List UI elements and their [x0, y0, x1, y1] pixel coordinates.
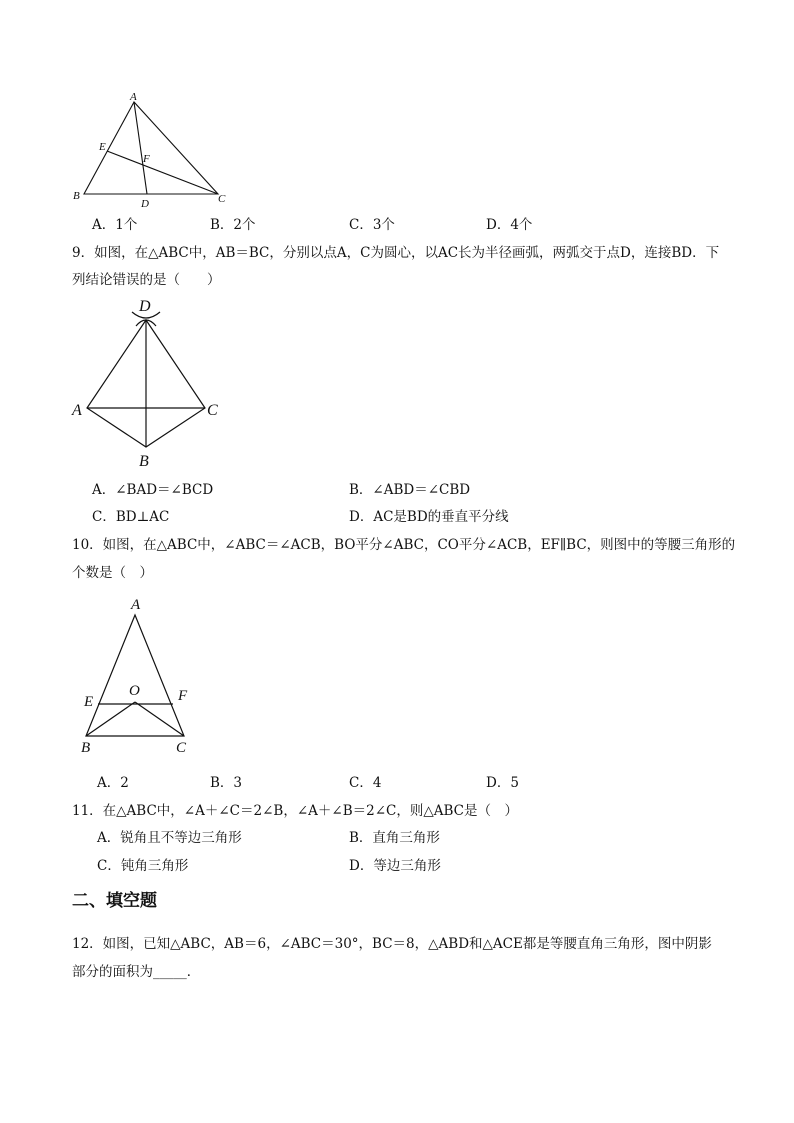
q12-stem-line2: 部分的面积为_____．	[72, 964, 201, 980]
q11-option-a: A．锐角且不等边三角形	[97, 830, 242, 846]
q10-option-a: A．2	[97, 775, 129, 791]
q8-option-a: A．1个	[92, 217, 138, 233]
q9-option-b: B．∠ABD＝∠CBD	[349, 482, 471, 498]
q10-label-f: F	[178, 688, 188, 704]
q8-option-b: B．2个	[210, 217, 256, 233]
q8-label-e: E	[99, 141, 106, 153]
q10-label-e: E	[84, 694, 94, 710]
q10-option-b: B．3	[210, 775, 243, 791]
q8-label-b: B	[73, 190, 80, 202]
q10-option-d: D．5	[486, 775, 519, 791]
q9-stem-line2: 列结论错误的是（ ）	[72, 272, 221, 288]
q9-option-d: D．AC是BD的垂直平分线	[349, 509, 509, 525]
q10-label-o: O	[129, 683, 140, 699]
q10-label-c: C	[176, 740, 187, 756]
q11-option-d: D．等边三角形	[349, 858, 441, 874]
q8-label-a: A	[130, 91, 137, 103]
q9-option-a: A．∠BAD＝∠BCD	[92, 482, 214, 498]
q9-label-a: A	[72, 402, 82, 419]
section-heading-fill-in: 二、填空题	[72, 891, 157, 911]
q11-option-b: B．直角三角形	[349, 830, 440, 846]
q8-label-d: D	[141, 198, 149, 210]
q10-stem-line1: 10．如图，在△ABC中，∠ABC＝∠ACB，BO平分∠ABC，CO平分∠ACB，EF∥BC，则图中的等腰三角形的	[72, 537, 736, 553]
q9-label-b: B	[139, 453, 149, 470]
q8-option-d: D．4个	[486, 217, 533, 233]
q9-stem-line1: 9．如图，在△ABC中，AB＝BC，分别以点A，C为圆心，以AC长为半径画弧，两弧交于点D，连接BD．下	[72, 245, 720, 261]
q9-option-c: C．BD⊥AC	[92, 509, 170, 525]
q11-option-c: C．钝角三角形	[97, 858, 189, 874]
q8-label-c: C	[218, 193, 226, 205]
q10-option-c: C．4	[349, 775, 382, 791]
q10-label-b: B	[81, 740, 91, 756]
q9-label-d: D	[139, 298, 151, 315]
q8-option-c: C．3个	[349, 217, 395, 233]
q10-figure	[76, 594, 206, 760]
q9-figure	[70, 296, 230, 471]
q8-label-f: F	[143, 153, 150, 165]
q10-label-a: A	[131, 597, 141, 613]
q8-figure	[70, 92, 240, 210]
q9-label-c: C	[207, 402, 218, 419]
q11-stem: 11．在△ABC中，∠A＋∠C＝2∠B，∠A＋∠B＝2∠C，则△ABC是（ ）	[72, 803, 518, 819]
q12-stem-line1: 12．如图，已知△ABC，AB＝6，∠ABC＝30°，BC＝8，△ABD和△ACE都是等腰直角三角形，图中阴影	[72, 936, 712, 952]
q10-stem-line2: 个数是（ ）	[72, 565, 153, 581]
